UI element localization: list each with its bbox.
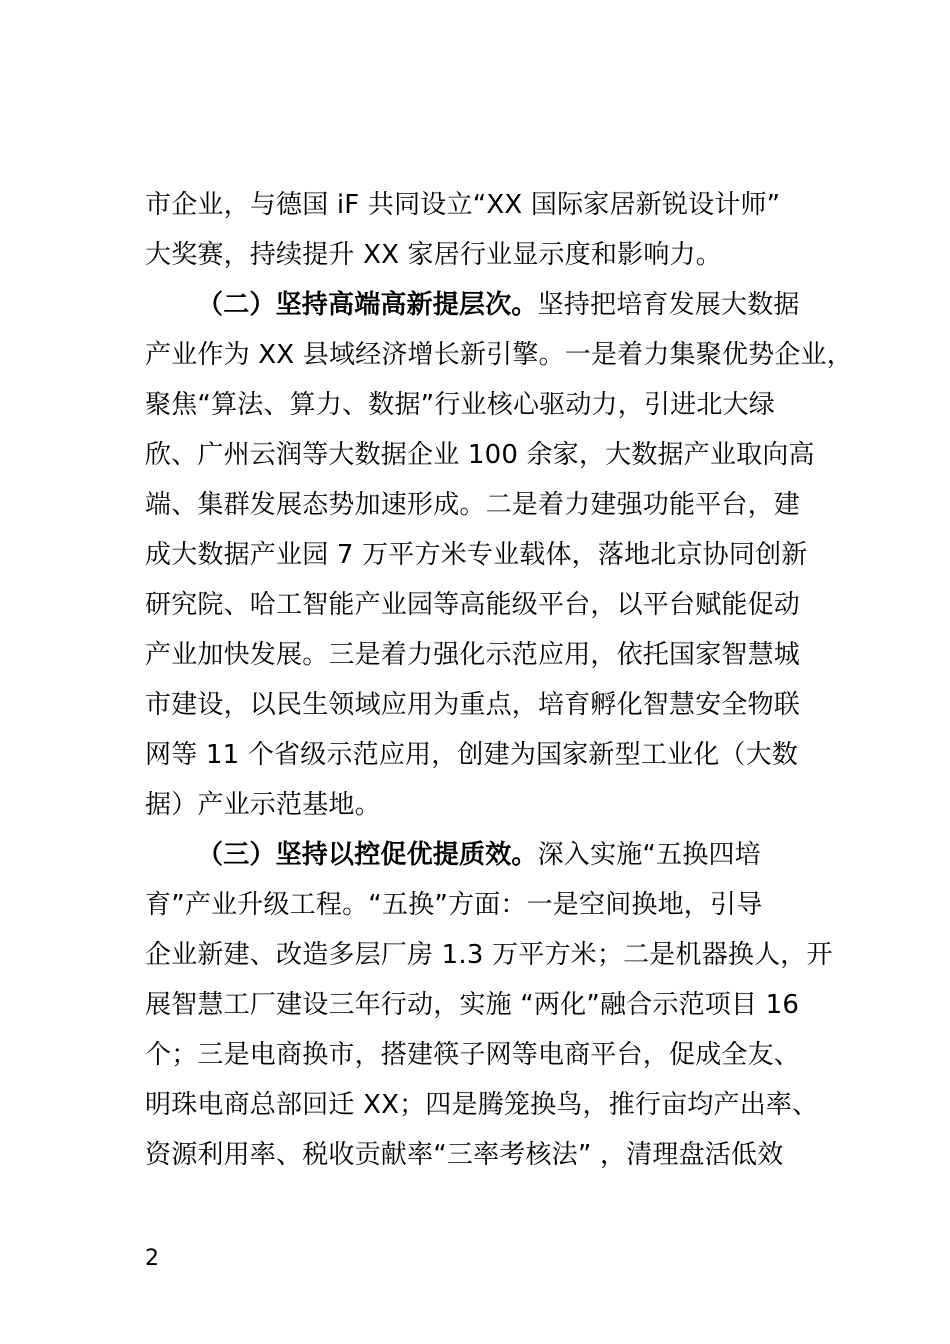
text-span: 深入实施“五换四培: [537, 840, 761, 870]
text-line: 个；三是电商换市，搭建筷子网等电商平台，促成全友、: [145, 1040, 801, 1070]
text-line: 端、集群发展态势加速形成。二是着力建强功能平台，建: [145, 490, 801, 520]
text-line: 成大数据产业园 7 万平方米专业载体，落地北京协同创新: [145, 540, 808, 570]
text-line: 研究院、哈工智能产业园等高能级平台，以平台赋能促动: [145, 590, 801, 620]
text-line: 产业加快发展。三是着力强化示范应用，依托国家智慧城: [145, 640, 801, 670]
text-line: 网等 11 个省级示范应用，创建为国家新型工业化（大数: [145, 740, 799, 770]
text-line: 展智慧工厂建设三年行动，实施 “两化”融合示范项目 16: [145, 990, 800, 1020]
text-line: 育”产业升级工程。“五换”方面：一是空间换地，引导: [145, 890, 763, 920]
text-line: 据）产业示范基地。: [145, 790, 381, 820]
section-heading: （三）坚持以控促优提质效。: [197, 840, 538, 870]
text-line: 明珠电商总部回迁 XX；四是腾笼换鸟，推行亩均产出率、: [145, 1090, 819, 1120]
text-line: 欣、广州云润等大数据企业 100 余家，大数据产业取向高: [145, 440, 815, 470]
text-line: 大奖赛，持续提升 XX 家居行业显示度和影响力。: [145, 240, 722, 270]
page-number: 2: [145, 1246, 159, 1271]
section-heading: （二）坚持高端高新提层次。: [197, 290, 538, 320]
text-line: 聚焦“算法、算力、数据”行业核心驱动力，引进北大绿: [145, 390, 775, 420]
text-span: 坚持把培育发展大数据: [537, 290, 800, 320]
text-line: 市建设，以民生领域应用为重点，培育孵化智慧安全物联: [145, 690, 801, 720]
paragraph-first-line: [197, 838, 835, 872]
paragraph-first-line: [197, 288, 835, 322]
text-line: 企业新建、改造多层厂房 1.3 万平方米；二是机器换人，开: [145, 940, 833, 970]
text-line: 市企业，与德国 iF 共同设立“XX 国际家居新锐设计师”: [145, 190, 781, 220]
text-line: 资源利用率、税收贡献率“三率考核法” ，清理盘活低效: [145, 1140, 784, 1170]
text-line: 产业作为 XX 县域经济增长新引擎。一是着力集聚优势企业，: [145, 340, 853, 370]
